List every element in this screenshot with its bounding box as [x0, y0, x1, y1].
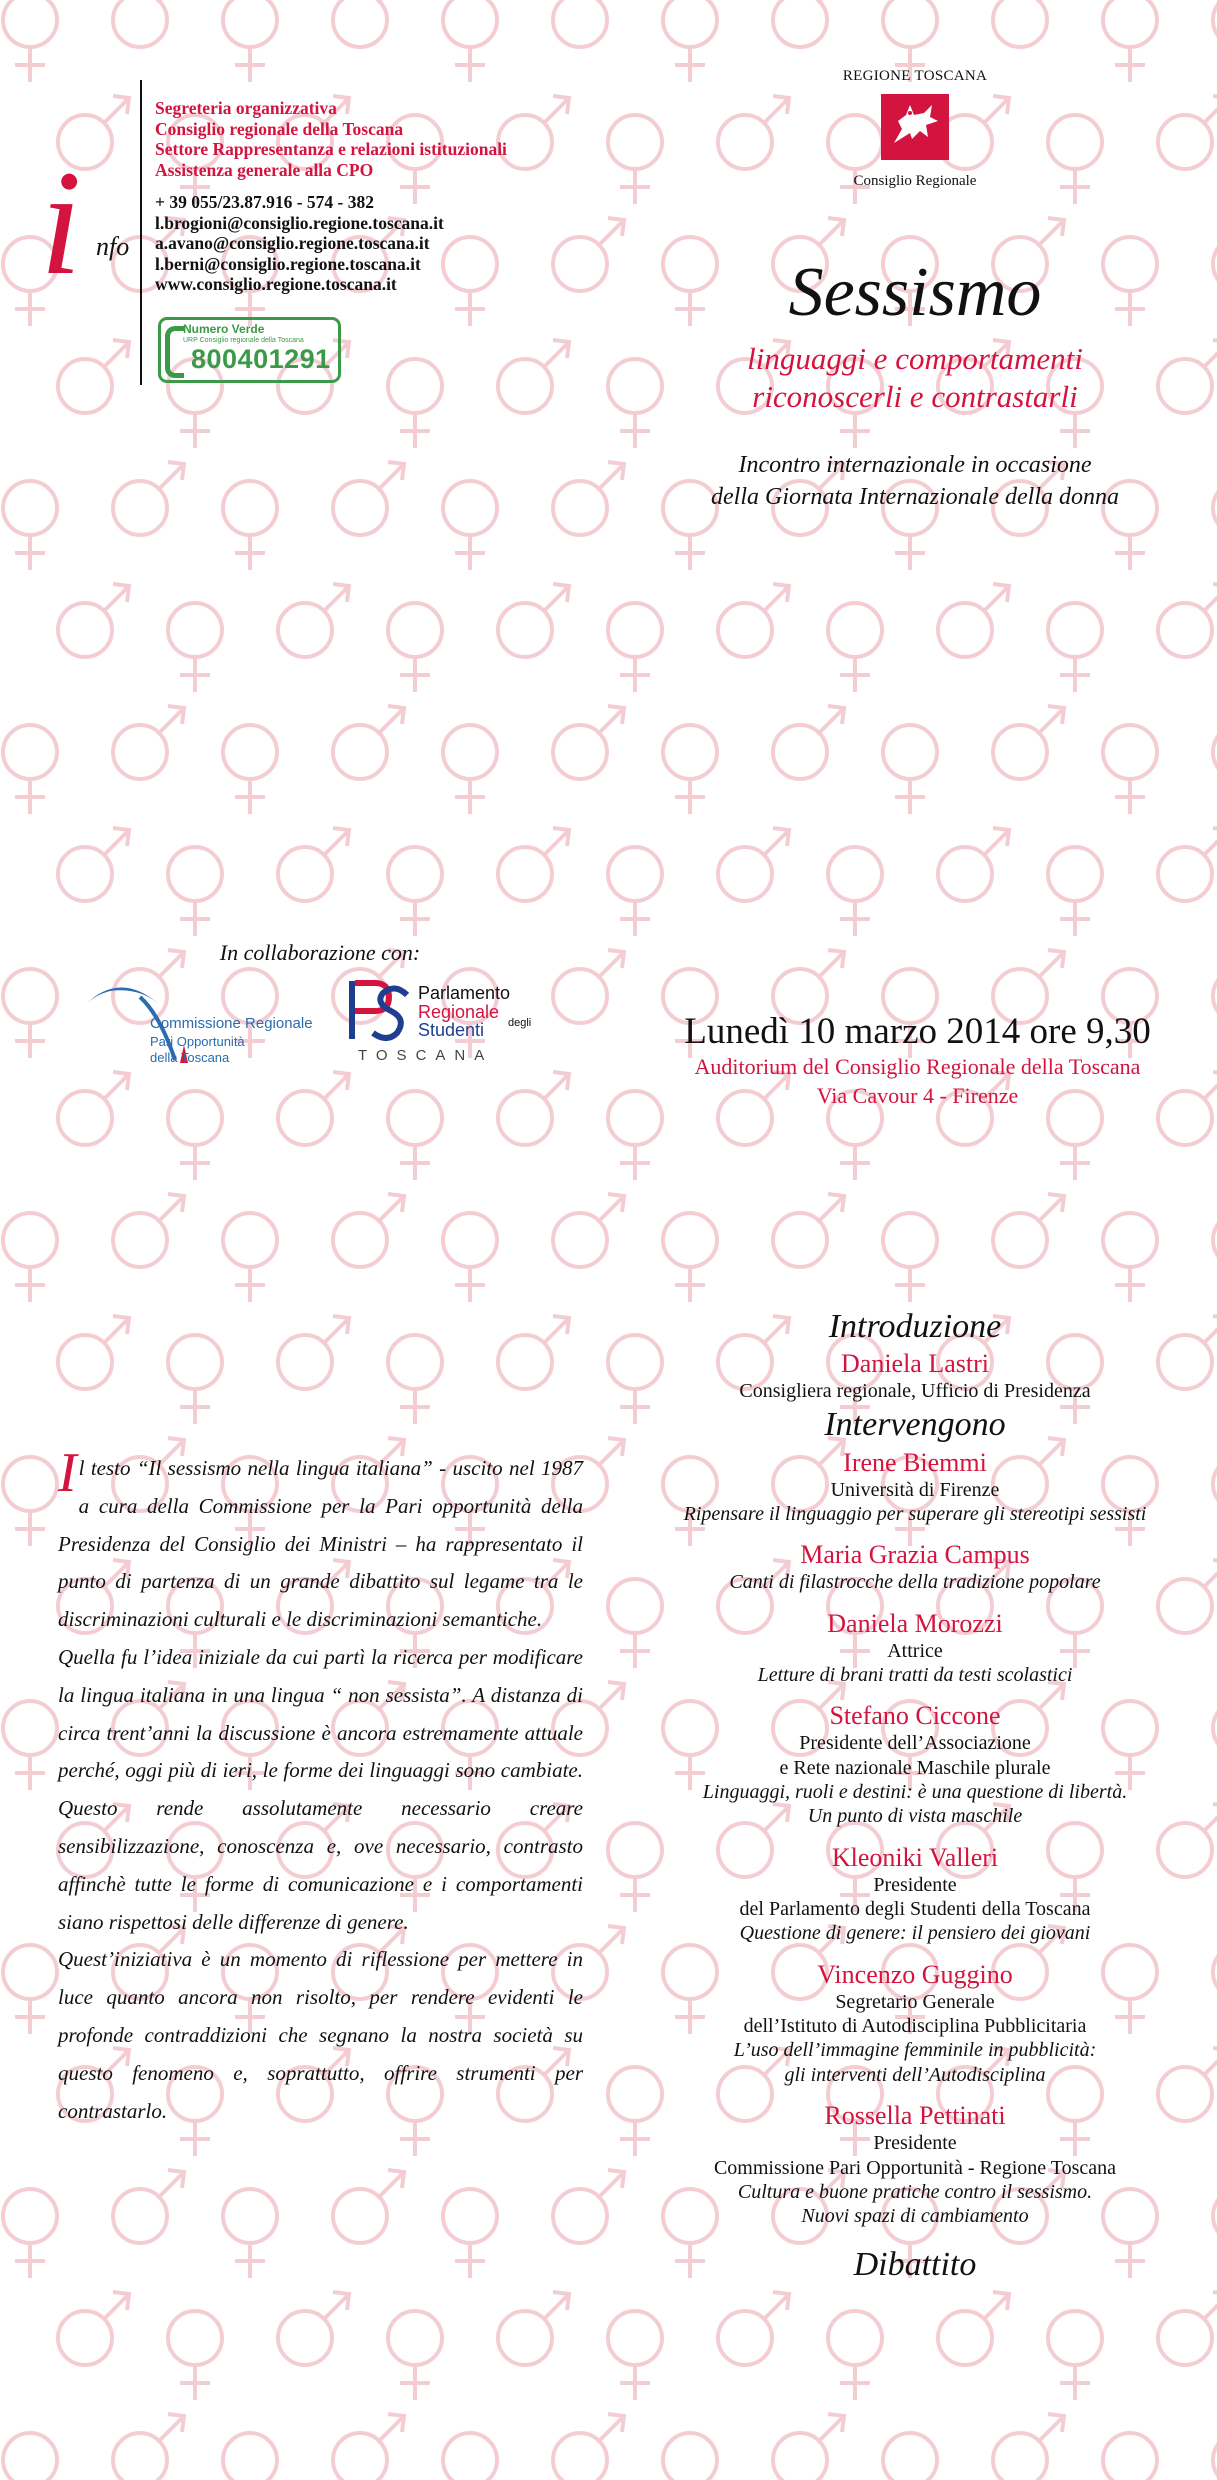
mars-symbol-icon	[553, 706, 624, 779]
programme	[630, 1305, 1200, 2287]
speaker-name: Vincenzo Guggino	[817, 1959, 1013, 1989]
event-subtitle: riconoscerli e contrastarli	[752, 379, 1078, 414]
speaker-name: Rossella Pettinati	[824, 2101, 1006, 2131]
mars-symbol-icon	[113, 706, 184, 779]
speaker-topic: gli interventi dell’Autodisciplina	[784, 2063, 1046, 2086]
numero-verde-number: 800401291	[191, 344, 331, 374]
venus-symbol-icon	[1103, 0, 1157, 82]
venus-symbol-icon	[388, 603, 442, 692]
event-subtitle: linguaggi e comportamenti	[747, 341, 1083, 376]
mars-symbol-icon	[498, 1072, 569, 1145]
mars-symbol-icon	[278, 1072, 349, 1145]
mars-symbol-icon	[718, 828, 789, 901]
mars-symbol-icon	[993, 0, 1064, 47]
venus-symbol-icon	[1048, 115, 1102, 204]
venus-symbol-icon	[828, 603, 882, 692]
mars-symbol-icon	[1158, 584, 1217, 657]
venus-symbol-icon	[223, 481, 277, 570]
prs-logo	[345, 977, 415, 1047]
mars-symbol-icon	[1213, 218, 1217, 291]
venus-symbol-icon	[828, 115, 882, 204]
venus-symbol-icon	[663, 725, 717, 814]
venus-symbol-icon	[608, 603, 662, 692]
email-link[interactable]: l.brogioni@consiglio.regione.toscana.it	[155, 212, 444, 233]
prs-region: TOSCANA	[358, 1047, 494, 1064]
event-occasion: della Giornata Internazionale della donna	[711, 484, 1119, 510]
info-label: nfo	[96, 232, 130, 261]
speaker-role: Commissione Pari Opportunità - Regione Toscana	[713, 2156, 1117, 2179]
mars-symbol-icon	[773, 2414, 844, 2480]
venus-symbol-icon	[223, 1213, 277, 1302]
mars-symbol-icon	[718, 2292, 789, 2365]
venus-symbol-icon	[223, 725, 277, 814]
mars-symbol-icon	[938, 2292, 1009, 2365]
event-address: Via Cavour 4 - Firenze	[816, 1083, 1019, 1108]
mars-symbol-icon	[498, 1316, 569, 1389]
cpo-name-line: Pari Opportunità	[150, 1034, 245, 1049]
mars-symbol-icon	[58, 340, 129, 413]
mars-symbol-icon	[993, 1194, 1064, 1267]
secretariat-line: Assistenza generale alla CPO	[155, 159, 374, 180]
event-title: Sessismo	[788, 254, 1042, 331]
closing-heading: Dibattito	[853, 2245, 977, 2283]
speaker-role: Attrice	[887, 1639, 943, 1662]
mars-symbol-icon	[1213, 950, 1217, 1023]
venus-symbol-icon	[3, 1213, 57, 1302]
mars-symbol-icon	[498, 584, 569, 657]
mars-symbol-icon	[113, 0, 184, 47]
mars-symbol-icon	[553, 0, 624, 47]
venus-symbol-icon	[3, 481, 57, 570]
venus-symbol-icon	[388, 1091, 442, 1180]
speaker-role: del Parlamento degli Studenti della Toscana	[739, 1898, 1091, 1921]
venus-symbol-icon	[443, 1213, 497, 1302]
speaker-role: Università di Firenze	[830, 1478, 1000, 1501]
event-date: Lunedì 10 marzo 2014 ore 9,30	[684, 1011, 1151, 1052]
speaker-entry	[630, 1843, 1200, 1946]
mars-symbol-icon	[58, 584, 129, 657]
speaker-role: dell’Istituto di Autodisciplina Pubblicitaria	[743, 2015, 1087, 2038]
venus-symbol-icon	[388, 359, 442, 448]
speaker-role: e Rete nazionale Maschile plurale	[779, 1756, 1051, 1779]
mars-symbol-icon	[333, 1194, 404, 1267]
mars-symbol-icon	[333, 706, 404, 779]
venus-symbol-icon	[1103, 725, 1157, 814]
mars-symbol-icon	[278, 2292, 349, 2365]
venus-symbol-icon	[3, 969, 57, 1058]
mars-symbol-icon	[1158, 2292, 1217, 2365]
cpo-name-line: della Toscana	[150, 1050, 230, 1065]
website-link[interactable]: www.consiglio.regione.toscana.it	[155, 274, 397, 294]
description-text	[58, 1442, 583, 2130]
venus-symbol-icon	[1103, 2433, 1157, 2480]
prs-name-line: Regionale	[418, 1002, 500, 1022]
venus-symbol-icon	[168, 2311, 222, 2400]
venus-symbol-icon	[3, 1701, 57, 1790]
venus-symbol-icon	[883, 1213, 937, 1302]
secretariat-line: Settore Rappresentanza e relazioni istituzionali	[155, 139, 507, 159]
venus-symbol-icon	[168, 847, 222, 936]
mars-symbol-icon	[498, 828, 569, 901]
venus-symbol-icon	[828, 2311, 882, 2400]
venus-symbol-icon	[443, 0, 497, 82]
pegasus-logo	[880, 93, 950, 161]
description-paragraph: Quella fu l’idea iniziale da cui partì la ricerca per modificare la lingua italiana in una lingua “ non sessista”. A distanza di circa trent’anni la discussione è ancora estremamente attuale perché, oggi più di ieri, le forme dei linguaggi sono cambiate. Questo rende assolutamente necessario creare sensibilizzazione, conoscenza e, ove necessario, contrasto affinchè tutte le forme di comunicazione e i comportamenti siano rispettosi delle differenze di genere.	[58, 1644, 583, 1934]
speaker-topic: Ripensare il linguaggio per superare gli stereotipi sessisti	[683, 1502, 1147, 1525]
numero-verde-label: Numero Verde	[183, 322, 265, 336]
mars-symbol-icon	[58, 1316, 129, 1389]
mars-symbol-icon	[1213, 1438, 1217, 1511]
region-council: Consiglio Regionale	[853, 173, 977, 189]
mars-symbol-icon	[938, 584, 1009, 657]
venus-symbol-icon	[608, 359, 662, 448]
mars-symbol-icon	[498, 340, 569, 413]
speaker-role: Consigliera regionale, Ufficio di Presidenza	[739, 1380, 1091, 1403]
intro-heading: Introduzione	[828, 1308, 1002, 1345]
drop-cap: I	[58, 1442, 77, 1504]
speaker-entry	[630, 2101, 1200, 2228]
prs-name-line: degli	[508, 1017, 532, 1029]
venus-symbol-icon	[388, 1335, 442, 1424]
venus-symbol-icon	[3, 725, 57, 814]
mars-symbol-icon	[1213, 2170, 1217, 2243]
event-venue: Auditorium del Consiglio Regionale della Toscana	[694, 1054, 1141, 1079]
venus-symbol-icon	[388, 2311, 442, 2400]
venus-symbol-icon	[3, 2189, 57, 2278]
speaker-topic: Un punto di vista maschile	[807, 1805, 1023, 1828]
venus-symbol-icon	[663, 0, 717, 82]
speaker-role: Presidente	[873, 1873, 957, 1896]
secretariat-line: Consiglio regionale della Toscana	[155, 118, 404, 139]
speaker-entry	[630, 1960, 1200, 2087]
mars-symbol-icon	[553, 1194, 624, 1267]
speaker-name: Daniela Morozzi	[827, 1608, 1003, 1638]
venus-symbol-icon	[663, 2433, 717, 2480]
speaker-topic: Letture di brani tratti da testi scolastici	[757, 1663, 1073, 1686]
mars-symbol-icon	[773, 0, 844, 47]
speakers-heading: Intervengono	[824, 1406, 1006, 1444]
mars-symbol-icon	[58, 2292, 129, 2365]
mars-symbol-icon	[553, 462, 624, 535]
venus-symbol-icon	[608, 2311, 662, 2400]
mars-symbol-icon	[278, 1316, 349, 1389]
mars-symbol-icon	[993, 706, 1064, 779]
speaker-topic: Nuovi spazi di cambiamento	[801, 2205, 1029, 2228]
collaboration-label: In collaborazione con:	[219, 940, 421, 965]
mars-symbol-icon	[1213, 2414, 1217, 2480]
venus-symbol-icon	[3, 0, 57, 82]
event-occasion: Incontro internazionale in occasione	[738, 452, 1092, 478]
venus-symbol-icon	[608, 847, 662, 936]
venus-symbol-icon	[3, 1945, 57, 2034]
speaker-topic: Linguaggi, ruoli e destini: è una questione di libertà.	[702, 1780, 1128, 1803]
phone-number: + 39 055/23.87.916 - 574 - 382	[155, 192, 374, 212]
mars-symbol-icon	[718, 96, 789, 169]
mars-symbol-icon	[498, 2292, 569, 2365]
mars-symbol-icon	[278, 828, 349, 901]
mars-symbol-icon	[278, 584, 349, 657]
mars-symbol-icon	[993, 2414, 1064, 2480]
numero-verde-badge	[158, 317, 341, 383]
mars-symbol-icon	[1213, 1194, 1217, 1267]
speaker-name: Daniela Lastri	[841, 1349, 989, 1379]
mars-symbol-icon	[333, 462, 404, 535]
mars-symbol-icon	[58, 1072, 129, 1145]
speaker-topic: Cultura e buone pratiche contro il sessismo.	[737, 2180, 1093, 2203]
mars-symbol-icon	[1213, 0, 1217, 47]
info-divider	[140, 80, 142, 385]
venus-symbol-icon	[223, 2189, 277, 2278]
phone-icon	[165, 326, 184, 378]
venus-symbol-icon	[388, 847, 442, 936]
mars-symbol-icon	[1158, 828, 1217, 901]
mars-symbol-icon	[553, 950, 624, 1023]
venus-symbol-icon	[883, 725, 937, 814]
venus-symbol-icon	[168, 1091, 222, 1180]
venus-symbol-icon	[3, 1457, 57, 1546]
venus-symbol-icon	[1048, 847, 1102, 936]
speaker-name: Stefano Ciccone	[829, 1701, 1001, 1731]
venus-symbol-icon	[443, 2189, 497, 2278]
venus-symbol-icon	[1048, 603, 1102, 692]
mars-symbol-icon	[773, 706, 844, 779]
venus-symbol-icon	[443, 725, 497, 814]
speaker-name: Kleoniki Valleri	[831, 1842, 999, 1872]
mars-symbol-icon	[333, 0, 404, 47]
mars-symbol-icon	[1158, 96, 1217, 169]
mars-symbol-icon	[58, 828, 129, 901]
mars-symbol-icon	[938, 828, 1009, 901]
speaker-entry	[630, 1540, 1200, 1594]
numero-verde-sub: URP Consiglio regionale della Toscana	[183, 337, 304, 344]
venus-symbol-icon	[3, 2433, 57, 2480]
mars-symbol-icon	[113, 2414, 184, 2480]
venus-symbol-icon	[663, 1213, 717, 1302]
info-contacts	[155, 98, 575, 295]
mars-symbol-icon	[333, 2414, 404, 2480]
mars-symbol-icon	[553, 2414, 624, 2480]
email-link[interactable]: a.avano@consiglio.regione.toscana.it	[155, 233, 430, 253]
speaker-name: Irene Biemmi	[843, 1447, 987, 1477]
venus-symbol-icon	[828, 847, 882, 936]
mars-symbol-icon	[1213, 706, 1217, 779]
mars-symbol-icon	[553, 2170, 624, 2243]
info-icon: i	[40, 140, 82, 306]
speaker-role: Presidente dell’Associazione	[799, 1732, 1031, 1755]
venus-symbol-icon	[1103, 1213, 1157, 1302]
prs-name-line: Parlamento	[418, 983, 511, 1003]
mars-symbol-icon	[113, 462, 184, 535]
speaker-role: Presidente	[873, 2132, 957, 2155]
venus-symbol-icon	[443, 481, 497, 570]
region-name: REGIONE TOSCANA	[842, 68, 988, 84]
description-paragraph: Il testo “Il sessismo nella lingua italiana” - uscito nel 1987 a cura della Commissione per la Pari opportunità della Presidenza del Consiglio dei Ministri – ha rappresentato il punto di partenza di un grande dibattito sul legame tra le discriminazioni culturali e le discriminazioni semantiche.	[58, 1442, 583, 1632]
speaker-topic: L’uso dell’immagine femminile in pubblicità:	[733, 2039, 1097, 2062]
mars-symbol-icon	[1213, 462, 1217, 535]
venus-symbol-icon	[443, 2433, 497, 2480]
cpo-name-line: Commissione Regionale	[150, 1015, 313, 1032]
mars-symbol-icon	[1158, 340, 1217, 413]
secretariat-line: Segreteria organizzativa	[155, 98, 337, 118]
speaker-entry	[630, 1609, 1200, 1688]
mars-symbol-icon	[333, 2170, 404, 2243]
description-paragraph: Quest’iniziativa è un momento di riflessione per mettere in luce quanto ancora non risolto, per rendere evidenti le profonde contraddizioni che segnano la nostra società su questo fenomeno e, soprattutto, offrire strumenti per contrastarlo.	[58, 1947, 583, 2123]
speaker-name: Maria Grazia Campus	[800, 1540, 1030, 1570]
venus-symbol-icon	[608, 115, 662, 204]
speaker-entry	[630, 1701, 1200, 1828]
mars-symbol-icon	[113, 2170, 184, 2243]
mars-symbol-icon	[1213, 1682, 1217, 1755]
venus-symbol-icon	[168, 1335, 222, 1424]
venus-symbol-icon	[223, 0, 277, 82]
venus-symbol-icon	[883, 2433, 937, 2480]
speaker-topic: Questione di genere: il pensiero dei giovani	[739, 1922, 1091, 1945]
mars-symbol-icon	[113, 1194, 184, 1267]
mars-symbol-icon	[718, 584, 789, 657]
prs-name-line: Studenti	[418, 1020, 485, 1040]
speaker-list	[630, 1448, 1200, 2229]
mars-symbol-icon	[773, 1194, 844, 1267]
speaker-entry	[630, 1448, 1200, 1527]
venus-symbol-icon	[168, 603, 222, 692]
speaker-topic: Canti di filastrocche della tradizione popolare	[729, 1571, 1101, 1594]
venus-symbol-icon	[223, 2433, 277, 2480]
mars-symbol-icon	[1213, 1926, 1217, 1999]
email-link[interactable]: l.berni@consiglio.regione.toscana.it	[155, 253, 421, 274]
speaker-role: Segretario Generale	[835, 1990, 995, 2013]
venus-symbol-icon	[1048, 2311, 1102, 2400]
